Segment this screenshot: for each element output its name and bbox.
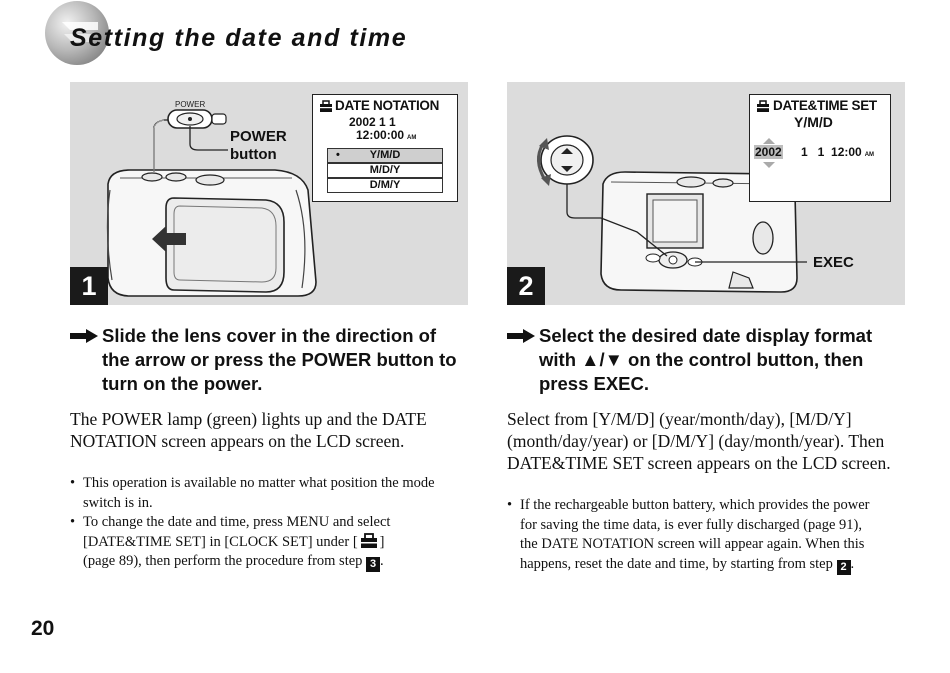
note-line: This operation is available no matter what position the mode — [83, 475, 435, 491]
toolbox-icon — [358, 533, 380, 549]
lcd-date-line: 2002 1 1 — [349, 115, 396, 129]
lcd-date-time-value: 1 1 12:00 — [801, 145, 862, 159]
lcd-date-notation-screen — [312, 94, 458, 202]
note-line — [83, 533, 385, 553]
step1-note-1 — [70, 474, 470, 514]
note-line: switch is in. — [83, 494, 153, 511]
step-reference-badge: 3 — [366, 557, 380, 572]
lcd-option-label: M/D/Y — [369, 164, 401, 176]
exec-callout: EXEC — [813, 254, 854, 271]
up-triangle-icon — [762, 137, 776, 145]
step2-instruction-line: with ▲/▼ on the control button, then — [539, 349, 864, 370]
lcd-option-mdy — [327, 163, 443, 178]
down-triangle-icon — [762, 161, 776, 169]
note-text: happens, reset the date and time, by starting from step — [520, 555, 837, 572]
note-line — [520, 555, 854, 575]
lcd-date-time-set-screen — [749, 94, 891, 202]
lcd-time-line — [356, 128, 416, 142]
note-line: the DATE NOTATION screen will appear again. When this — [520, 536, 865, 552]
step2-illustration — [507, 82, 905, 305]
lcd-date-time — [801, 145, 874, 159]
step-number-badge: 2 — [507, 267, 545, 305]
toolbox-icon — [319, 100, 333, 113]
lcd-header: DATE NOTATION — [335, 98, 440, 113]
step2-instruction-line: press EXEC. — [539, 373, 650, 394]
step-number-badge: 1 — [70, 267, 108, 305]
lcd-option-label: Y/M/D — [369, 149, 401, 161]
note-line — [83, 552, 384, 572]
step2-instruction-line: Select the desired date display format — [539, 325, 873, 346]
step1-body-line: NOTATION screen appears on the LCD screen. — [70, 431, 405, 451]
lcd-year-highlight: 2002 — [755, 145, 782, 159]
power-button-callout-line1: POWER — [230, 128, 287, 145]
note-line: for saving the time data, is ever fully discharged (page 91), — [520, 516, 862, 533]
note-line: If the rechargeable button battery, which provides the power — [520, 497, 870, 513]
lcd-time: 12:00:00 — [356, 128, 405, 142]
step1-instruction-line: turn on the power. — [102, 373, 263, 394]
step2-instruction — [507, 324, 907, 396]
step2-body-line: DATE&TIME SET screen appears on the LCD screen. — [507, 453, 891, 473]
lcd-header: DATE&TIME SET — [773, 98, 877, 113]
step-reference-badge: 2 — [837, 560, 851, 575]
step1-body-line: The POWER lamp (green) lights up and the DATE — [70, 409, 427, 429]
page-title: Setting the date and time — [70, 24, 408, 52]
step2-note-1 — [507, 496, 927, 576]
right-arrow-icon — [507, 329, 535, 343]
note-text: . — [850, 555, 855, 572]
bullet: • — [70, 514, 76, 530]
right-arrow-icon — [70, 329, 98, 343]
lcd-option-dmy — [327, 178, 443, 193]
lcd-time-suffix: AM — [864, 152, 875, 158]
note-text: . — [380, 553, 384, 569]
toolbox-icon — [756, 100, 770, 113]
lcd-format: Y/M/D — [794, 114, 833, 130]
lcd-selected-marker: • — [336, 149, 340, 161]
power-button-callout — [230, 128, 287, 164]
page-number: 20 — [31, 617, 55, 640]
power-button-callout-line2: button — [230, 146, 277, 163]
lcd-option-label: D/M/Y — [369, 179, 401, 191]
step1-note-2 — [70, 513, 470, 573]
step1-instruction — [70, 324, 470, 396]
power-small-label: POWER — [175, 100, 206, 109]
step1-instruction-line: Slide the lens cover in the direction of — [102, 325, 437, 346]
step2-body-line: Select from [Y/M/D] (year/month/day), [M/D/Y] — [507, 409, 852, 429]
bullet: • — [507, 497, 513, 513]
step1-illustration — [70, 82, 468, 305]
note-text: ] — [379, 533, 385, 550]
step1-instruction-line: the arrow or press the POWER button to — [102, 349, 457, 370]
lcd-option-ymd — [327, 148, 443, 163]
note-text: [DATE&TIME SET] in [CLOCK SET] under [ — [83, 533, 358, 550]
note-line: To change the date and time, press MENU and select — [83, 514, 391, 530]
note-text: (page 89), then perform the procedure from step — [83, 553, 367, 569]
step2-body-line: (month/day/year) or [D/M/Y] (day/month/year). Then — [507, 431, 885, 451]
lcd-time-suffix: AM — [407, 135, 417, 141]
bullet: • — [70, 475, 76, 491]
